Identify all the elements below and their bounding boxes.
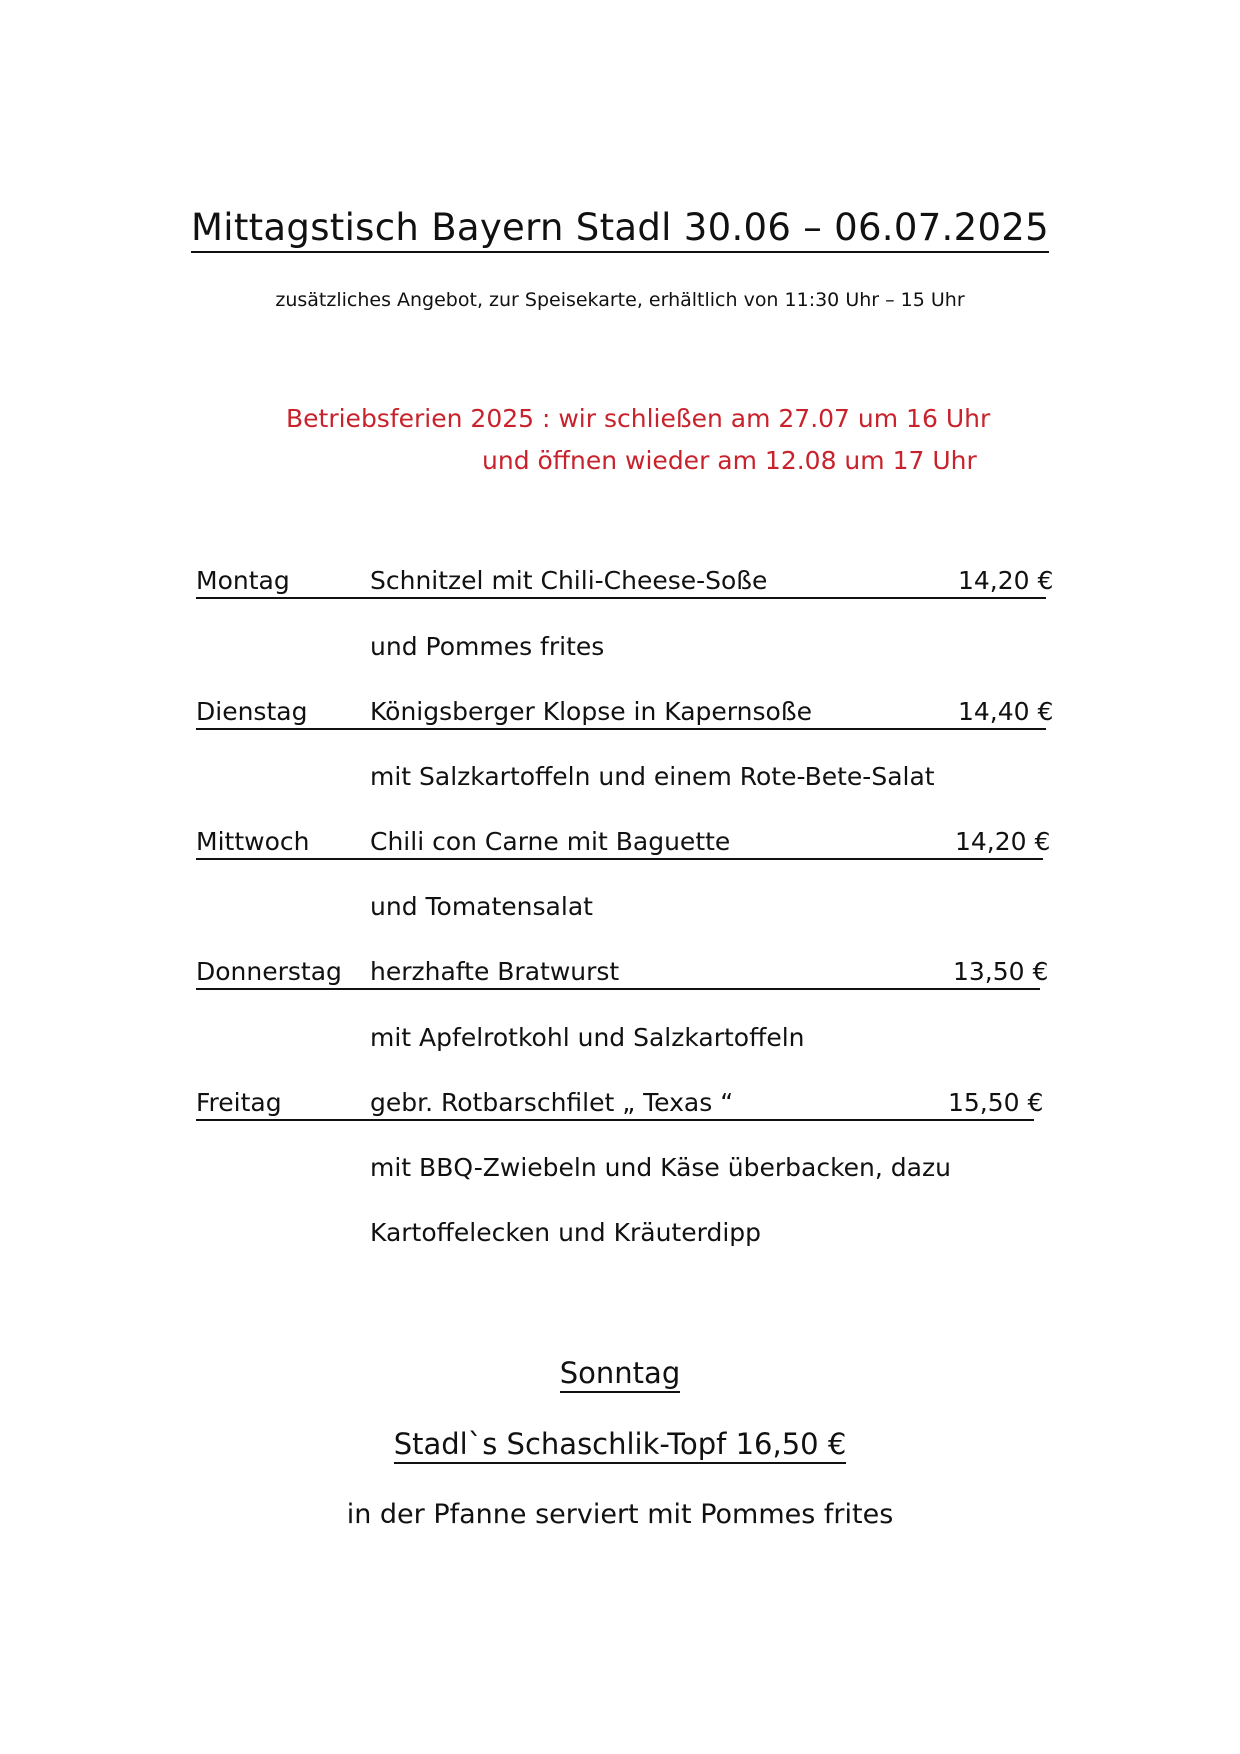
menu-row-underline [196, 1119, 1034, 1121]
page-subtitle: zusätzliches Angebot, zur Speisekarte, erhältlich von 11:30 Uhr – 15 Uhr [275, 289, 965, 311]
sunday-heading [0, 1353, 1240, 1393]
sunday-heading-text: Sonntag [560, 1356, 680, 1393]
menu-detail: mit BBQ-Zwiebeln und Käse überbacken, dazu [370, 1153, 951, 1182]
sunday-description: in der Pfanne serviert mit Pommes frites [346, 1499, 894, 1530]
sunday-dish [0, 1424, 1240, 1464]
menu-dish: gebr. Rotbarschfilet „ Texas “ [370, 1088, 734, 1117]
holiday-notice-line-2: und öffnen wieder am 12.08 um 17 Uhr [482, 446, 977, 475]
menu-day: Montag [196, 566, 290, 595]
menu-price: 14,40 € [958, 697, 1054, 726]
menu-detail: mit Apfelrotkohl und Salzkartoffeln [370, 1023, 805, 1052]
menu-row-underline [196, 988, 1040, 990]
menu-price: 13,50 € [953, 957, 1049, 986]
menu-row-underline [196, 597, 1046, 599]
menu-dish: Königsberger Klopse in Kapernsoße [370, 697, 812, 726]
menu-price: 14,20 € [958, 566, 1054, 595]
menu-detail: Kartoffelecken und Kräuterdipp [370, 1218, 762, 1247]
menu-detail: mit Salzkartoffeln und einem Rote-Bete-Salat [370, 762, 935, 791]
holiday-notice-line-1: Betriebsferien 2025 : wir schließen am 27.07 um 16 Uhr [286, 404, 991, 433]
menu-price: 15,50 € [948, 1088, 1044, 1117]
menu-day: Freitag [196, 1088, 282, 1117]
menu-day: Dienstag [196, 697, 308, 726]
page-title-text: Mittagstisch Bayern Stadl 30.06 – 06.07.2025 [191, 206, 1049, 253]
page-title [0, 204, 1240, 252]
menu-dish: Schnitzel mit Chili-Cheese-Soße [370, 566, 768, 595]
menu-dish: herzhafte Bratwurst [370, 957, 620, 986]
menu-day: Mittwoch [196, 827, 310, 856]
menu-row-underline [196, 858, 1043, 860]
menu-row-underline [196, 728, 1046, 730]
sunday-dish-text: Stadl`s Schaschlik-Topf 16,50 € [394, 1427, 847, 1464]
menu-detail: und Pommes frites [370, 632, 605, 661]
menu-detail: und Tomatensalat [370, 892, 593, 921]
menu-price: 14,20 € [955, 827, 1051, 856]
menu-dish: Chili con Carne mit Baguette [370, 827, 731, 856]
menu-day: Donnerstag [196, 957, 342, 986]
